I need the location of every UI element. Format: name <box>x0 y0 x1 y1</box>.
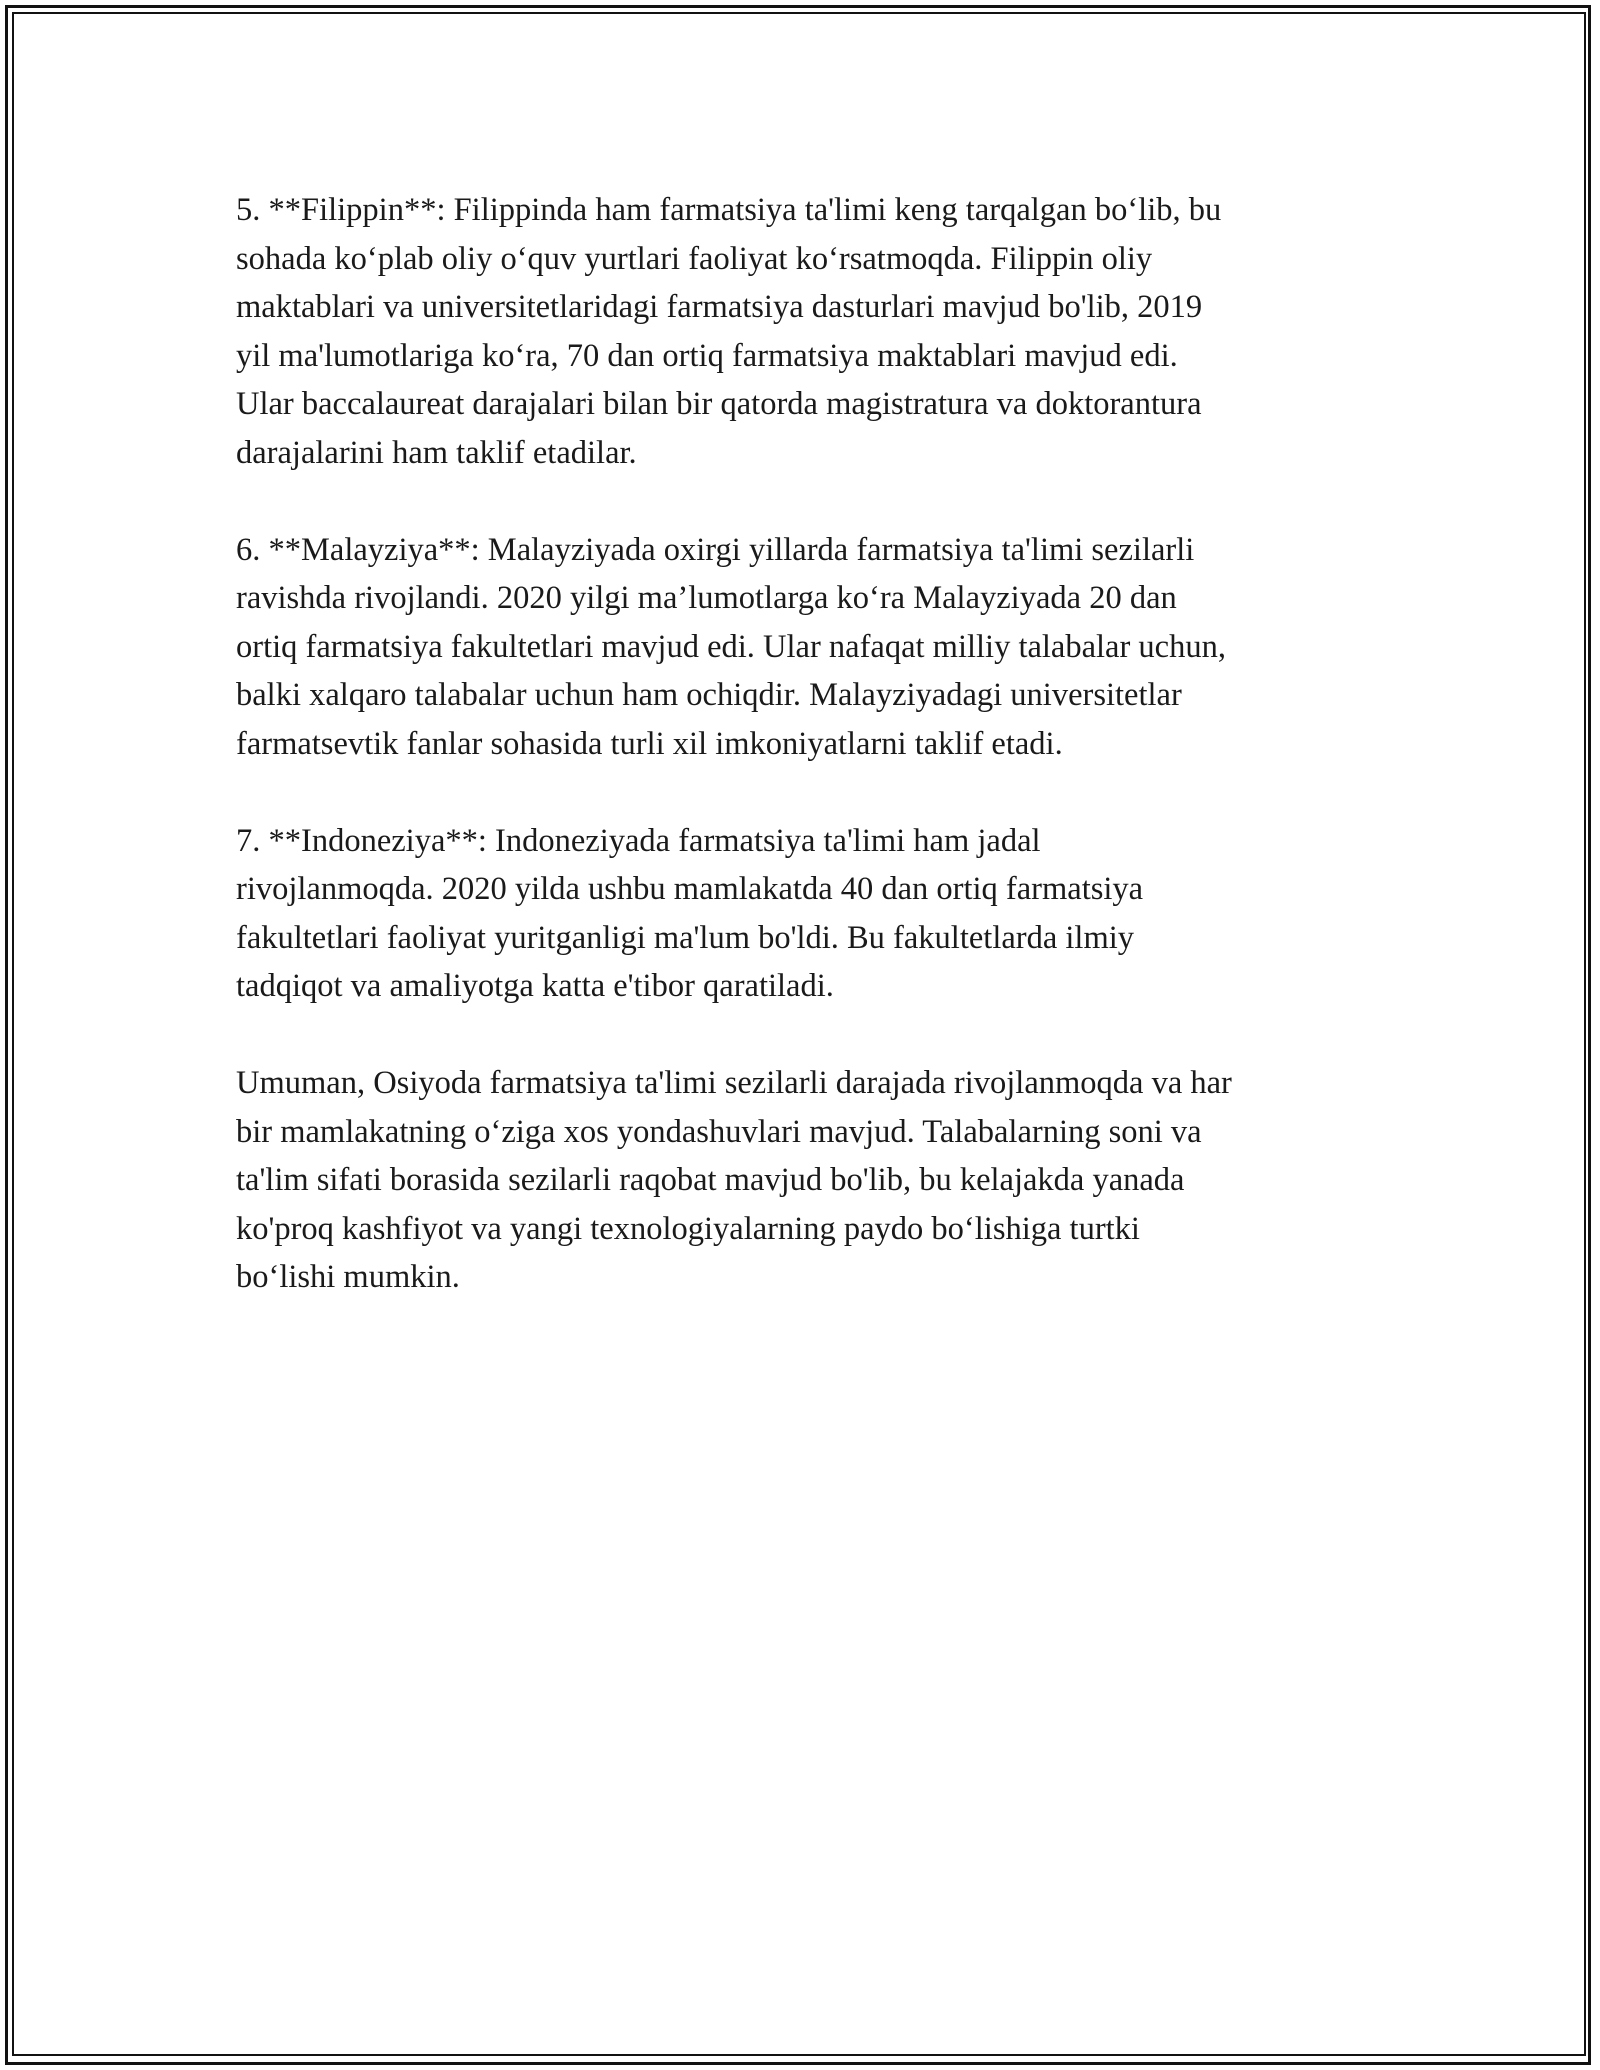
text-line: 7. **Indoneziya**: Indoneziyada farmatsiya ta'limi ham jadal <box>236 822 1041 859</box>
document-body <box>236 186 1386 1350</box>
text-line: ravishda rivojlandi. 2020 yilgi ma’lumotlarga ko‘ra Malayziyada 20 dan <box>236 580 1177 616</box>
text-line: balki xalqaro talabalar uchun ham ochiqdir. Malayziyadagi universitetlar <box>236 677 1182 713</box>
text-line: bir mamlakatning o‘ziga xos yondashuvlari mavjud. Talabalarning soni va <box>236 1113 1202 1150</box>
text-line: farmatsevtik fanlar sohasida turli xil imkoniyatlarni taklif etadi. <box>236 725 1063 762</box>
paragraph-filippin <box>236 186 1386 477</box>
text-line: darajalarini ham taklif etadilar. <box>236 434 637 471</box>
text-line: rivojlanmoqda. 2020 yilda ushbu mamlakatda 40 dan ortiq farmatsiya <box>236 871 1144 907</box>
text-line: sohada ko‘plab oliy o‘quv yurtlari faoliyat ko‘rsatmoqda. Filippin oliy <box>236 240 1153 277</box>
text-line: yil ma'lumotlariga ko‘ra, 70 dan ortiq farmatsiya maktablari mavjud edi. <box>236 337 1178 374</box>
text-line: 6. **Malayziya**: Malayziyada oxirgi yillarda farmatsiya ta'limi sezilarli <box>236 531 1195 568</box>
text-line: tadqiqot va amaliyotga katta e'tibor qaratiladi. <box>236 968 834 1004</box>
text-line: ortiq farmatsiya fakultetlari mavjud edi. Ular nafaqat milliy talabalar uchun, <box>236 628 1226 665</box>
text-line: fakultetlari faoliyat yuritganligi ma'lum bo'ldi. Bu fakultetlarda ilmiy <box>236 919 1135 956</box>
text-line: Umuman, Osiyoda farmatsiya ta'limi sezilarli darajada rivojlanmoqda va har <box>236 1065 1232 1101</box>
paragraph-indoneziya <box>236 817 1386 1011</box>
paragraph-malayziya <box>236 526 1386 769</box>
text-line: 5. **Filippin**: Filippinda ham farmatsiya ta'limi keng tarqalgan bo‘lib, bu <box>236 192 1222 228</box>
text-line: Ular baccalaureat darajalari bilan bir qatorda magistratura va doktorantura <box>236 386 1202 422</box>
text-line: bo‘lishi mumkin. <box>236 1259 460 1295</box>
paragraph-conclusion <box>236 1059 1386 1302</box>
text-line: ko'proq kashfiyot va yangi texnologiyalarning paydo bo‘lishiga turtki <box>236 1210 1140 1247</box>
text-line: maktablari va universitetlaridagi farmatsiya dasturlari mavjud bo'lib, 2019 <box>236 289 1203 325</box>
text-line: ta'lim sifati borasida sezilarli raqobat mavjud bo'lib, bu kelajakda yanada <box>236 1162 1185 1198</box>
